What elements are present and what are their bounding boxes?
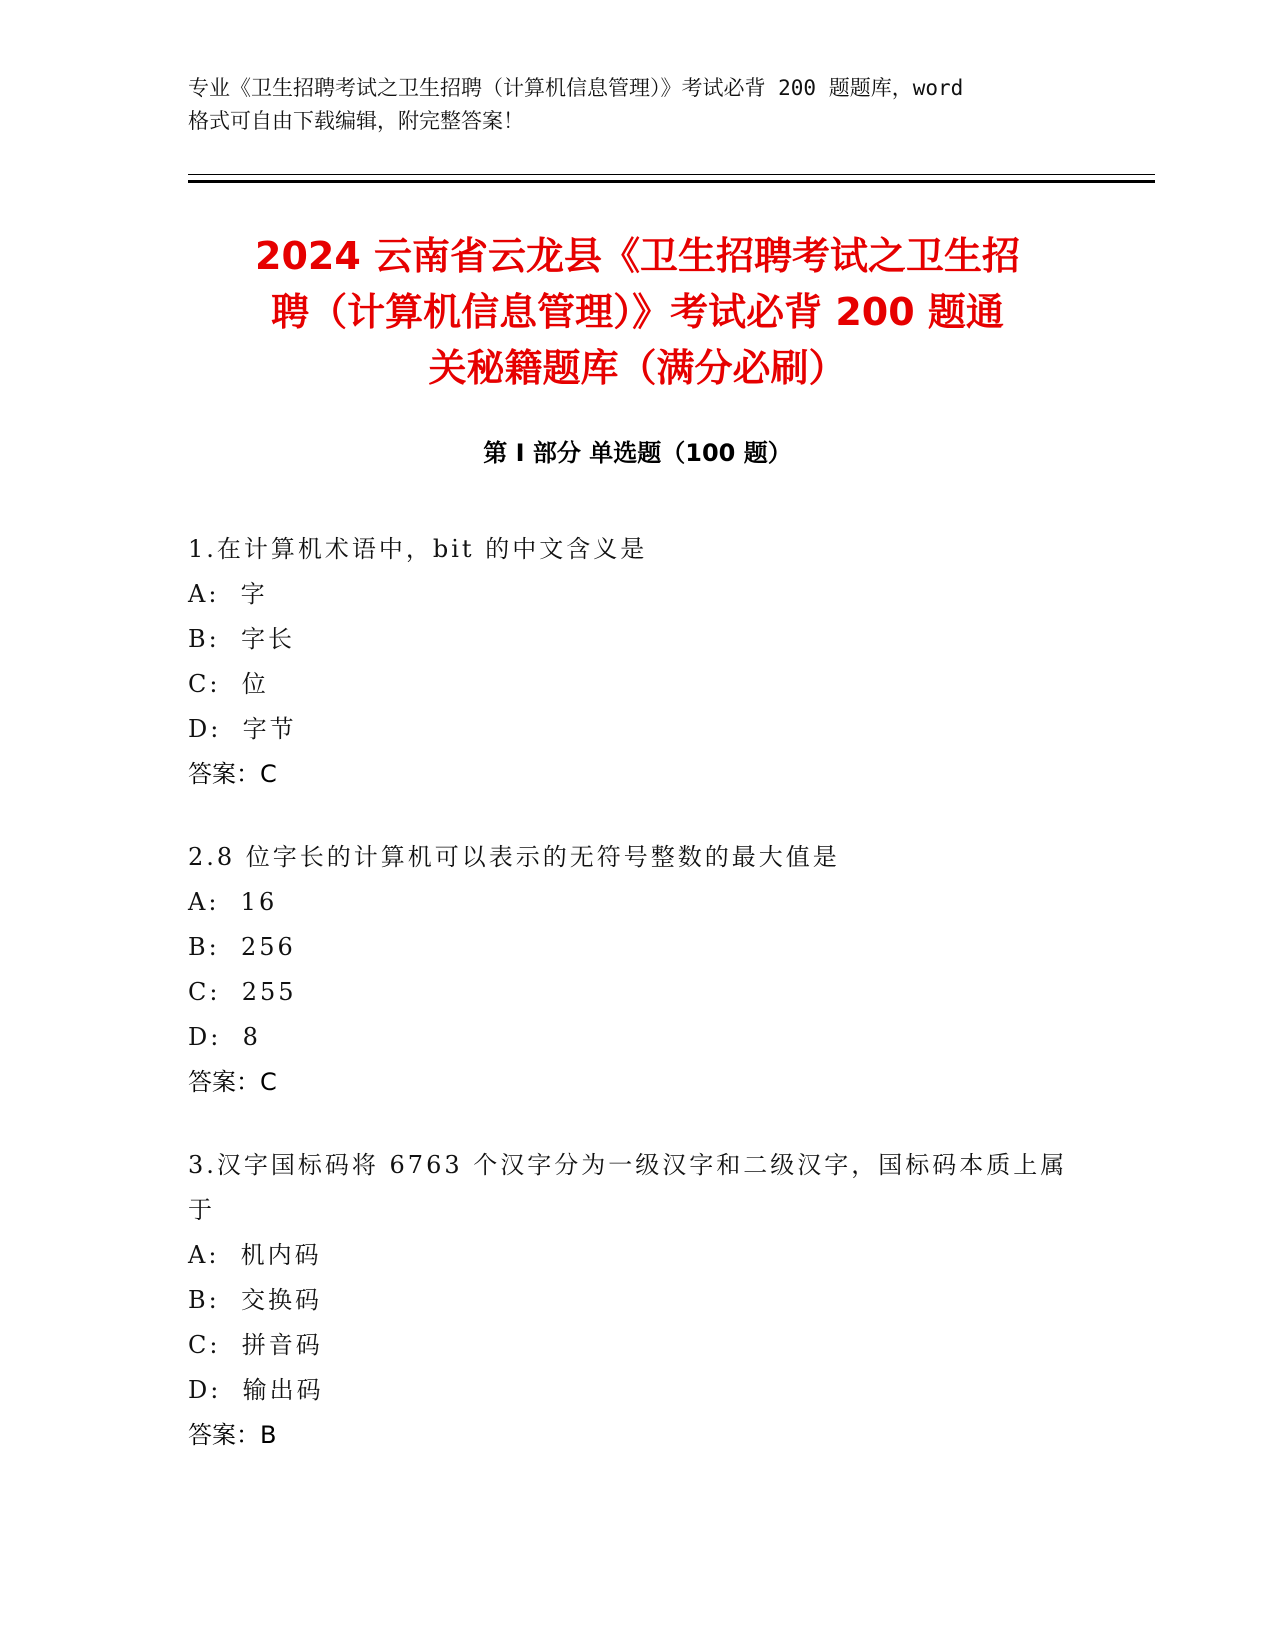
question-answer: 答案：C <box>188 1068 277 1096</box>
option-c: C: 拼音码 <box>188 1331 323 1359</box>
question-stem: 3.汉字国标码将 6763 个汉字分为一级汉字和二级汉字，国标码本质上属于 <box>188 1151 1068 1224</box>
header-divider-thin <box>188 174 1155 175</box>
option-d: D: 8 <box>188 1023 261 1051</box>
document-title-line-1: 2024 云南省云龙县《卫生招聘考试之卫生招 <box>255 234 1020 278</box>
option-a: A: 16 <box>188 888 278 916</box>
option-b: B: 256 <box>188 933 296 961</box>
header-note-line-1: 专业《卫生招聘考试之卫生招聘（计算机信息管理）》考试必背 200 题题库，word <box>188 76 964 100</box>
option-b: B: 字长 <box>188 625 295 653</box>
document-title-line-3: 关秘籍题库（满分必刷） <box>428 346 847 390</box>
document-title-line-2: 聘（计算机信息管理）》考试必背 200 题通 <box>271 290 1004 334</box>
question-item <box>188 1143 1078 1458</box>
option-a: A: 字 <box>188 580 268 608</box>
option-a: A: 机内码 <box>188 1241 322 1269</box>
section-title: 第 I 部分 单选题（100 题） <box>483 439 792 467</box>
question-list <box>188 527 1078 1496</box>
header-note <box>188 72 1088 138</box>
header-note-line-2: 格式可自由下载编辑，附完整答案！ <box>188 109 524 133</box>
question-stem: 2.8 位字长的计算机可以表示的无符号整数的最大值是 <box>188 843 840 871</box>
option-c: C: 位 <box>188 670 269 698</box>
question-item <box>188 835 1078 1105</box>
header-divider-thick <box>188 180 1155 183</box>
option-d: D: 输出码 <box>188 1376 324 1404</box>
option-b: B: 交换码 <box>188 1286 322 1314</box>
question-answer: 答案：B <box>188 1421 277 1449</box>
option-c: C: 255 <box>188 978 297 1006</box>
question-item <box>188 527 1078 797</box>
document-title <box>150 228 1125 396</box>
question-stem: 1.在计算机术语中，bit 的中文含义是 <box>188 535 648 563</box>
question-answer: 答案：C <box>188 760 277 788</box>
option-d: D: 字节 <box>188 715 297 743</box>
